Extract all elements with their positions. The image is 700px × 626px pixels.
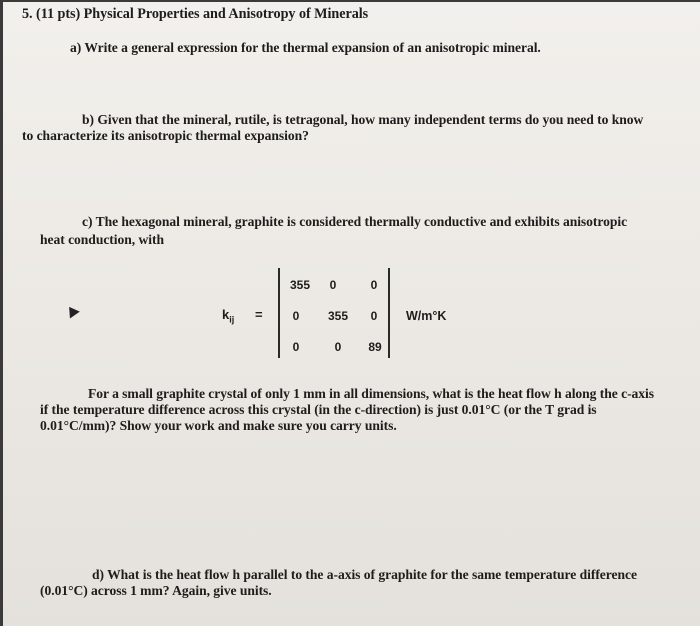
part-a-question: a) Write a general expression for the thermal expansion of an anisotropic mineral. — [70, 40, 541, 55]
matrix-cell-3-2: 0 — [334, 340, 342, 354]
conductivity-units: W/m°K — [406, 309, 447, 323]
part-b-question-line-2: to characterize its anisotropic thermal expansion? — [22, 128, 309, 143]
tensor-symbol — [222, 307, 234, 325]
tensor-symbol-k: k — [222, 307, 230, 322]
matrix-cell-1-2: 0 — [329, 278, 337, 292]
part-c-question-line-1: For a small graphite crystal of only 1 mm in all dimensions, what is the heat flow h along the c-axis — [88, 386, 655, 401]
part-b-question-line-1: b) Given that the mineral, rutile, is tetragonal, how many independent terms do you need to know — [82, 112, 644, 127]
part-c-intro-line-1: c) The hexagonal mineral, graphite is considered thermally conductive and exhibits anisotropic — [82, 214, 628, 229]
part-c-question-line-2: if the temperature difference across this crystal (in the c-direction) is just 0.01°C (or the T grad is — [40, 402, 597, 417]
problem-title: 5. (11 pts) Physical Properties and Anisotropy of Minerals — [22, 6, 369, 22]
tensor-subscript: ij — [229, 314, 235, 325]
mouse-pointer-icon — [64, 303, 80, 318]
part-d-question-line-1: d) What is the heat flow h parallel to the a-axis of graphite for the same temperature difference — [92, 567, 637, 582]
part-c-question-line-3: 0.01°C/mm)? Show your work and make sure you carry units. — [40, 418, 397, 433]
matrix-cell-1-3: 0 — [370, 278, 378, 292]
photo-edge-top — [0, 0, 700, 2]
matrix-cell-3-1: 0 — [292, 340, 300, 354]
part-d-question-line-2: (0.01°C) across 1 mm? Again, give units. — [40, 583, 272, 598]
equals-sign: = — [255, 307, 263, 322]
matrix-cell-2-1: 0 — [292, 309, 300, 323]
matrix-cell-1-1: 355 — [289, 278, 311, 292]
part-c-intro-line-2: heat conduction, with — [40, 232, 164, 247]
matrix-cell-3-3: 89 — [368, 340, 382, 354]
matrix-cell-2-2: 355 — [327, 309, 349, 323]
matrix-cell-2-3: 0 — [370, 309, 378, 323]
photo-edge-left — [0, 0, 3, 626]
